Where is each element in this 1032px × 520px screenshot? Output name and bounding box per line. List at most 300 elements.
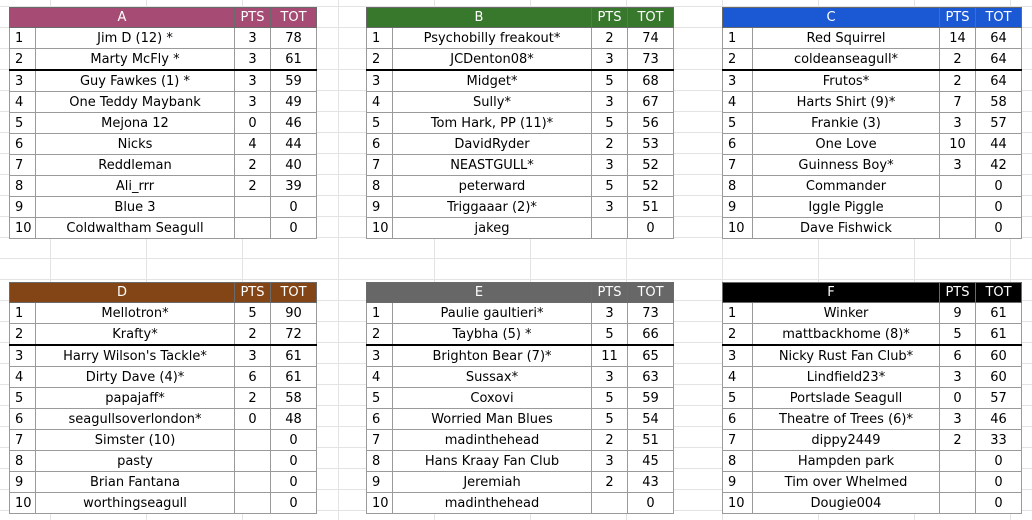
rank-cell[interactable]: 2 [10, 324, 36, 346]
points-cell[interactable]: 3 [235, 49, 271, 71]
group-table-c [722, 7, 1022, 239]
rank-cell[interactable]: 7 [10, 155, 36, 176]
total-cell[interactable]: 60 [976, 367, 1022, 388]
player-name-cell[interactable]: Coldwaltham Seagull [36, 218, 235, 239]
total-cell[interactable]: 61 [271, 49, 317, 71]
rank-cell[interactable]: 2 [367, 49, 393, 71]
player-name-cell[interactable]: Tim over Whelmed [753, 472, 940, 493]
rank-cell[interactable]: 1 [10, 28, 36, 49]
rank-cell[interactable]: 2 [723, 49, 753, 71]
player-name-cell[interactable]: pasty [36, 451, 235, 472]
points-cell[interactable]: 3 [235, 70, 271, 92]
total-cell[interactable]: 73 [628, 303, 674, 324]
points-cell[interactable]: 3 [235, 28, 271, 49]
player-name-cell[interactable]: Frankie (3) [753, 113, 940, 134]
table-row [10, 324, 317, 346]
rank-cell[interactable]: 6 [367, 134, 393, 155]
rank-cell[interactable]: 4 [10, 92, 36, 113]
player-name-cell[interactable]: NEASTGULL* [393, 155, 592, 176]
table-row [367, 303, 674, 324]
total-cell[interactable]: 58 [271, 388, 317, 409]
player-name-cell[interactable]: coldeanseagull* [753, 49, 940, 71]
rank-cell[interactable]: 9 [723, 472, 753, 493]
points-cell[interactable]: 2 [592, 430, 628, 451]
player-name-cell[interactable]: Guy Fawkes (1) * [36, 70, 235, 92]
points-cell[interactable]: 3 [592, 303, 628, 324]
group-title: F [723, 283, 940, 303]
rank-cell[interactable]: 4 [10, 367, 36, 388]
points-cell[interactable]: 3 [592, 451, 628, 472]
rank-cell[interactable]: 9 [10, 197, 36, 218]
rank-cell[interactable]: 3 [367, 70, 393, 92]
table-row [367, 134, 674, 155]
group-header-row [367, 8, 674, 28]
group-header-row [723, 8, 1022, 28]
group-title: C [723, 8, 940, 28]
points-cell[interactable] [940, 451, 976, 472]
player-name-cell[interactable]: peterward [393, 176, 592, 197]
pts-header: PTS [235, 8, 271, 28]
rank-cell[interactable]: 3 [10, 70, 36, 92]
player-name-cell[interactable]: Sussax* [393, 367, 592, 388]
player-name-cell[interactable]: mattbackhome (8)* [753, 324, 940, 346]
points-cell[interactable]: 0 [235, 113, 271, 134]
player-name-cell[interactable]: Nicks [36, 134, 235, 155]
total-cell[interactable]: 67 [628, 92, 674, 113]
points-cell[interactable]: 2 [235, 324, 271, 346]
player-name-cell[interactable]: Blue 3 [36, 197, 235, 218]
player-name-cell[interactable]: Hampden park [753, 451, 940, 472]
total-cell[interactable]: 46 [271, 113, 317, 134]
total-cell[interactable]: 64 [976, 28, 1022, 49]
points-cell[interactable] [235, 197, 271, 218]
points-cell[interactable]: 2 [592, 28, 628, 49]
total-cell[interactable]: 57 [976, 388, 1022, 409]
player-name-cell[interactable]: Midget* [393, 70, 592, 92]
points-cell[interactable]: 5 [592, 176, 628, 197]
player-name-cell[interactable]: Mellotron* [36, 303, 235, 324]
group-table-a [9, 7, 317, 239]
points-cell[interactable]: 7 [940, 92, 976, 113]
points-cell[interactable]: 5 [940, 324, 976, 346]
points-cell[interactable]: 2 [235, 388, 271, 409]
total-cell[interactable]: 58 [976, 92, 1022, 113]
table-row [10, 49, 317, 71]
total-cell[interactable]: 74 [628, 28, 674, 49]
group-table-f [722, 282, 1022, 514]
table-row [367, 218, 674, 239]
rank-cell[interactable]: 8 [367, 176, 393, 197]
points-cell[interactable]: 3 [592, 367, 628, 388]
points-cell[interactable]: 3 [592, 197, 628, 218]
points-cell[interactable]: 3 [940, 367, 976, 388]
points-cell[interactable]: 2 [592, 134, 628, 155]
total-cell[interactable]: 42 [976, 155, 1022, 176]
rank-cell[interactable]: 8 [10, 451, 36, 472]
points-cell[interactable] [235, 451, 271, 472]
total-cell[interactable]: 60 [976, 345, 1022, 367]
player-name-cell[interactable]: Triggaaar (2)* [393, 197, 592, 218]
group-title: A [10, 8, 235, 28]
rank-cell[interactable]: 9 [367, 472, 393, 493]
table-row [723, 324, 1022, 346]
total-cell[interactable]: 51 [628, 430, 674, 451]
rank-cell[interactable]: 4 [367, 367, 393, 388]
total-cell[interactable]: 0 [271, 218, 317, 239]
group-header-row [367, 283, 674, 303]
rank-cell[interactable]: 4 [367, 92, 393, 113]
player-name-cell[interactable]: Brighton Bear (7)* [393, 345, 592, 367]
table-row [10, 134, 317, 155]
rank-cell[interactable]: 5 [10, 388, 36, 409]
points-cell[interactable]: 2 [235, 155, 271, 176]
rank-cell[interactable]: 10 [367, 493, 393, 514]
pts-header: PTS [940, 283, 976, 303]
table-row [723, 113, 1022, 134]
total-cell[interactable]: 54 [628, 409, 674, 430]
player-name-cell[interactable]: Iggle Piggle [753, 197, 940, 218]
points-cell[interactable] [592, 218, 628, 239]
table-row [723, 303, 1022, 324]
total-cell[interactable]: 0 [976, 197, 1022, 218]
total-cell[interactable]: 0 [271, 197, 317, 218]
total-cell[interactable]: 57 [976, 113, 1022, 134]
player-name-cell[interactable]: Simster (10) [36, 430, 235, 451]
player-name-cell[interactable]: Brian Fantana [36, 472, 235, 493]
group-header-row [723, 283, 1022, 303]
player-name-cell[interactable]: Harry Wilson's Tackle* [36, 345, 235, 367]
total-cell[interactable]: 61 [271, 345, 317, 367]
total-cell[interactable]: 43 [628, 472, 674, 493]
player-name-cell[interactable]: Hans Kraay Fan Club [393, 451, 592, 472]
points-cell[interactable]: 2 [940, 49, 976, 71]
player-name-cell[interactable]: Tom Hark, PP (11)* [393, 113, 592, 134]
player-name-cell[interactable]: Portslade Seagull [753, 388, 940, 409]
table-row [367, 367, 674, 388]
player-name-cell[interactable]: One Teddy Maybank [36, 92, 235, 113]
player-name-cell[interactable]: papajaff* [36, 388, 235, 409]
points-cell[interactable] [235, 493, 271, 514]
player-name-cell[interactable]: seagullsoverlondon* [36, 409, 235, 430]
total-cell[interactable]: 52 [628, 176, 674, 197]
total-cell[interactable]: 52 [628, 155, 674, 176]
rank-cell[interactable]: 10 [367, 218, 393, 239]
rank-cell[interactable]: 6 [723, 409, 753, 430]
table-row [723, 430, 1022, 451]
group-table-e [366, 282, 674, 514]
rank-cell[interactable]: 3 [10, 345, 36, 367]
player-name-cell[interactable]: Mejona 12 [36, 113, 235, 134]
rank-cell[interactable]: 2 [367, 324, 393, 346]
player-name-cell[interactable]: madinthehead [393, 493, 592, 514]
player-name-cell[interactable]: jakeg [393, 218, 592, 239]
points-cell[interactable] [940, 472, 976, 493]
points-cell[interactable]: 11 [592, 345, 628, 367]
total-cell[interactable]: 73 [628, 49, 674, 71]
total-cell[interactable]: 59 [628, 388, 674, 409]
total-cell[interactable]: 65 [628, 345, 674, 367]
total-cell[interactable]: 64 [976, 49, 1022, 71]
table-row [367, 430, 674, 451]
pts-header: PTS [592, 283, 628, 303]
table-row [367, 49, 674, 71]
rank-cell[interactable]: 4 [723, 92, 753, 113]
points-cell[interactable]: 6 [235, 367, 271, 388]
table-row [10, 451, 317, 472]
total-cell[interactable]: 72 [271, 324, 317, 346]
points-cell[interactable] [592, 493, 628, 514]
rank-cell[interactable]: 9 [367, 197, 393, 218]
rank-cell[interactable]: 4 [723, 367, 753, 388]
total-cell[interactable]: 0 [628, 493, 674, 514]
rank-cell[interactable]: 7 [10, 430, 36, 451]
rank-cell[interactable]: 8 [10, 176, 36, 197]
table-row [367, 176, 674, 197]
points-cell[interactable]: 5 [235, 303, 271, 324]
table-row [10, 70, 317, 92]
tot-header: TOT [976, 283, 1022, 303]
table-row [10, 472, 317, 493]
player-name-cell[interactable]: Paulie gaultieri* [393, 303, 592, 324]
total-cell[interactable]: 61 [976, 324, 1022, 346]
group-header-row [10, 283, 317, 303]
tot-header: TOT [271, 283, 317, 303]
player-name-cell[interactable]: Reddleman [36, 155, 235, 176]
player-name-cell[interactable]: Red Squirrel [753, 28, 940, 49]
total-cell[interactable]: 44 [271, 134, 317, 155]
player-name-cell[interactable]: Theatre of Trees (6)* [753, 409, 940, 430]
points-cell[interactable]: 4 [235, 134, 271, 155]
table-row [723, 472, 1022, 493]
total-cell[interactable]: 40 [271, 155, 317, 176]
table-row [723, 367, 1022, 388]
rank-cell[interactable]: 1 [367, 28, 393, 49]
player-name-cell[interactable]: Lindfield23* [753, 367, 940, 388]
rank-cell[interactable]: 10 [10, 218, 36, 239]
table-row [10, 176, 317, 197]
total-cell[interactable]: 0 [976, 176, 1022, 197]
rank-cell[interactable]: 2 [10, 49, 36, 71]
player-name-cell[interactable]: Psychobilly freakout* [393, 28, 592, 49]
player-name-cell[interactable]: Dave Fishwick [753, 218, 940, 239]
points-cell[interactable] [940, 493, 976, 514]
rank-cell[interactable]: 7 [367, 430, 393, 451]
total-cell[interactable]: 90 [271, 303, 317, 324]
player-name-cell[interactable]: One Love [753, 134, 940, 155]
rank-cell[interactable]: 3 [367, 345, 393, 367]
rank-cell[interactable]: 10 [723, 218, 753, 239]
table-row [723, 28, 1022, 49]
player-name-cell[interactable]: Krafty* [36, 324, 235, 346]
total-cell[interactable]: 0 [628, 218, 674, 239]
rank-cell[interactable]: 7 [367, 155, 393, 176]
points-cell[interactable]: 14 [940, 28, 976, 49]
rank-cell[interactable]: 5 [723, 113, 753, 134]
points-cell[interactable]: 3 [592, 92, 628, 113]
player-name-cell[interactable]: Winker [753, 303, 940, 324]
rank-cell[interactable]: 6 [10, 409, 36, 430]
rank-cell[interactable]: 2 [723, 324, 753, 346]
player-name-cell[interactable]: madinthehead [393, 430, 592, 451]
player-name-cell[interactable]: JCDenton08* [393, 49, 592, 71]
total-cell[interactable]: 0 [976, 493, 1022, 514]
table-row [367, 472, 674, 493]
rank-cell[interactable]: 7 [723, 155, 753, 176]
points-cell[interactable]: 3 [235, 92, 271, 113]
points-cell[interactable]: 5 [592, 388, 628, 409]
points-cell[interactable] [940, 176, 976, 197]
points-cell[interactable]: 5 [592, 113, 628, 134]
total-cell[interactable]: 63 [628, 367, 674, 388]
rank-cell[interactable]: 5 [723, 388, 753, 409]
table-row [10, 197, 317, 218]
pts-header: PTS [235, 283, 271, 303]
total-cell[interactable]: 0 [271, 472, 317, 493]
total-cell[interactable]: 0 [271, 430, 317, 451]
points-cell[interactable]: 5 [592, 409, 628, 430]
points-cell[interactable]: 2 [235, 176, 271, 197]
total-cell[interactable]: 66 [628, 324, 674, 346]
player-name-cell[interactable]: Worried Man Blues [393, 409, 592, 430]
player-name-cell[interactable]: Dougie004 [753, 493, 940, 514]
rank-cell[interactable]: 9 [723, 197, 753, 218]
player-name-cell[interactable]: Sully* [393, 92, 592, 113]
points-cell[interactable]: 10 [940, 134, 976, 155]
total-cell[interactable]: 61 [271, 367, 317, 388]
table-row [10, 218, 317, 239]
player-name-cell[interactable]: Commander [753, 176, 940, 197]
total-cell[interactable]: 64 [976, 70, 1022, 92]
group-header-row [10, 8, 317, 28]
points-cell[interactable]: 3 [235, 345, 271, 367]
points-cell[interactable]: 2 [592, 472, 628, 493]
points-cell[interactable] [940, 197, 976, 218]
points-cell[interactable]: 3 [940, 113, 976, 134]
points-cell[interactable] [235, 218, 271, 239]
rank-cell[interactable]: 5 [10, 113, 36, 134]
total-cell[interactable]: 0 [976, 472, 1022, 493]
total-cell[interactable]: 53 [628, 134, 674, 155]
player-name-cell[interactable]: Dirty Dave (4)* [36, 367, 235, 388]
table-row [723, 451, 1022, 472]
table-row [10, 409, 317, 430]
points-cell[interactable]: 2 [940, 430, 976, 451]
player-name-cell[interactable]: Frutos* [753, 70, 940, 92]
total-cell[interactable]: 48 [271, 409, 317, 430]
total-cell[interactable]: 56 [628, 113, 674, 134]
player-name-cell[interactable]: Ali_rrr [36, 176, 235, 197]
total-cell[interactable]: 0 [271, 493, 317, 514]
player-name-cell[interactable]: Jeremiah [393, 472, 592, 493]
player-name-cell[interactable]: Guinness Boy* [753, 155, 940, 176]
table-row [367, 113, 674, 134]
table-row [367, 155, 674, 176]
player-name-cell[interactable]: Nicky Rust Fan Club* [753, 345, 940, 367]
points-cell[interactable]: 6 [940, 345, 976, 367]
total-cell[interactable]: 78 [271, 28, 317, 49]
rank-cell[interactable]: 1 [10, 303, 36, 324]
points-cell[interactable]: 3 [940, 155, 976, 176]
total-cell[interactable]: 45 [628, 451, 674, 472]
rank-cell[interactable]: 8 [723, 451, 753, 472]
table-row [723, 197, 1022, 218]
table-row [10, 367, 317, 388]
player-name-cell[interactable]: DavidRyder [393, 134, 592, 155]
rank-cell[interactable]: 10 [10, 493, 36, 514]
table-row [723, 345, 1022, 367]
total-cell[interactable]: 68 [628, 70, 674, 92]
rank-cell[interactable]: 5 [367, 113, 393, 134]
total-cell[interactable]: 51 [628, 197, 674, 218]
rank-cell[interactable]: 8 [723, 176, 753, 197]
points-cell[interactable]: 3 [940, 409, 976, 430]
player-name-cell[interactable]: Harts Shirt (9)* [753, 92, 940, 113]
rank-cell[interactable]: 3 [723, 70, 753, 92]
rank-cell[interactable]: 9 [10, 472, 36, 493]
points-cell[interactable] [940, 218, 976, 239]
points-cell[interactable] [235, 472, 271, 493]
rank-cell[interactable]: 6 [367, 409, 393, 430]
points-cell[interactable] [235, 430, 271, 451]
points-cell[interactable]: 3 [592, 49, 628, 71]
total-cell[interactable]: 39 [271, 176, 317, 197]
table-row [10, 388, 317, 409]
rank-cell[interactable]: 6 [723, 134, 753, 155]
table-row [367, 28, 674, 49]
rank-cell[interactable]: 6 [10, 134, 36, 155]
rank-cell[interactable]: 5 [367, 388, 393, 409]
player-name-cell[interactable]: Marty McFly * [36, 49, 235, 71]
points-cell[interactable]: 9 [940, 303, 976, 324]
player-name-cell[interactable]: Jim D (12) * [36, 28, 235, 49]
rank-cell[interactable]: 1 [723, 303, 753, 324]
table-row [367, 451, 674, 472]
total-cell[interactable]: 59 [271, 70, 317, 92]
total-cell[interactable]: 0 [976, 218, 1022, 239]
points-cell[interactable]: 2 [940, 70, 976, 92]
pts-header: PTS [592, 8, 628, 28]
rank-cell[interactable]: 10 [723, 493, 753, 514]
table-row [723, 134, 1022, 155]
total-cell[interactable]: 61 [976, 303, 1022, 324]
rank-cell[interactable]: 1 [723, 28, 753, 49]
table-row [10, 493, 317, 514]
total-cell[interactable]: 33 [976, 430, 1022, 451]
player-name-cell[interactable]: worthingseagull [36, 493, 235, 514]
points-cell[interactable]: 5 [592, 324, 628, 346]
rank-cell[interactable]: 3 [723, 345, 753, 367]
player-name-cell[interactable]: dippy2449 [753, 430, 940, 451]
total-cell[interactable]: 44 [976, 134, 1022, 155]
table-row [10, 303, 317, 324]
total-cell[interactable]: 0 [271, 451, 317, 472]
points-cell[interactable]: 0 [235, 409, 271, 430]
tot-header: TOT [628, 8, 674, 28]
table-row [367, 70, 674, 92]
group-table-d [9, 282, 317, 514]
rank-cell[interactable]: 8 [367, 451, 393, 472]
points-cell[interactable]: 5 [592, 70, 628, 92]
total-cell[interactable]: 49 [271, 92, 317, 113]
player-name-cell[interactable]: Taybha (5) * [393, 324, 592, 346]
player-name-cell[interactable]: Coxovi [393, 388, 592, 409]
points-cell[interactable]: 0 [940, 388, 976, 409]
rank-cell[interactable]: 7 [723, 430, 753, 451]
points-cell[interactable]: 3 [592, 155, 628, 176]
rank-cell[interactable]: 1 [367, 303, 393, 324]
total-cell[interactable]: 0 [976, 451, 1022, 472]
total-cell[interactable]: 46 [976, 409, 1022, 430]
